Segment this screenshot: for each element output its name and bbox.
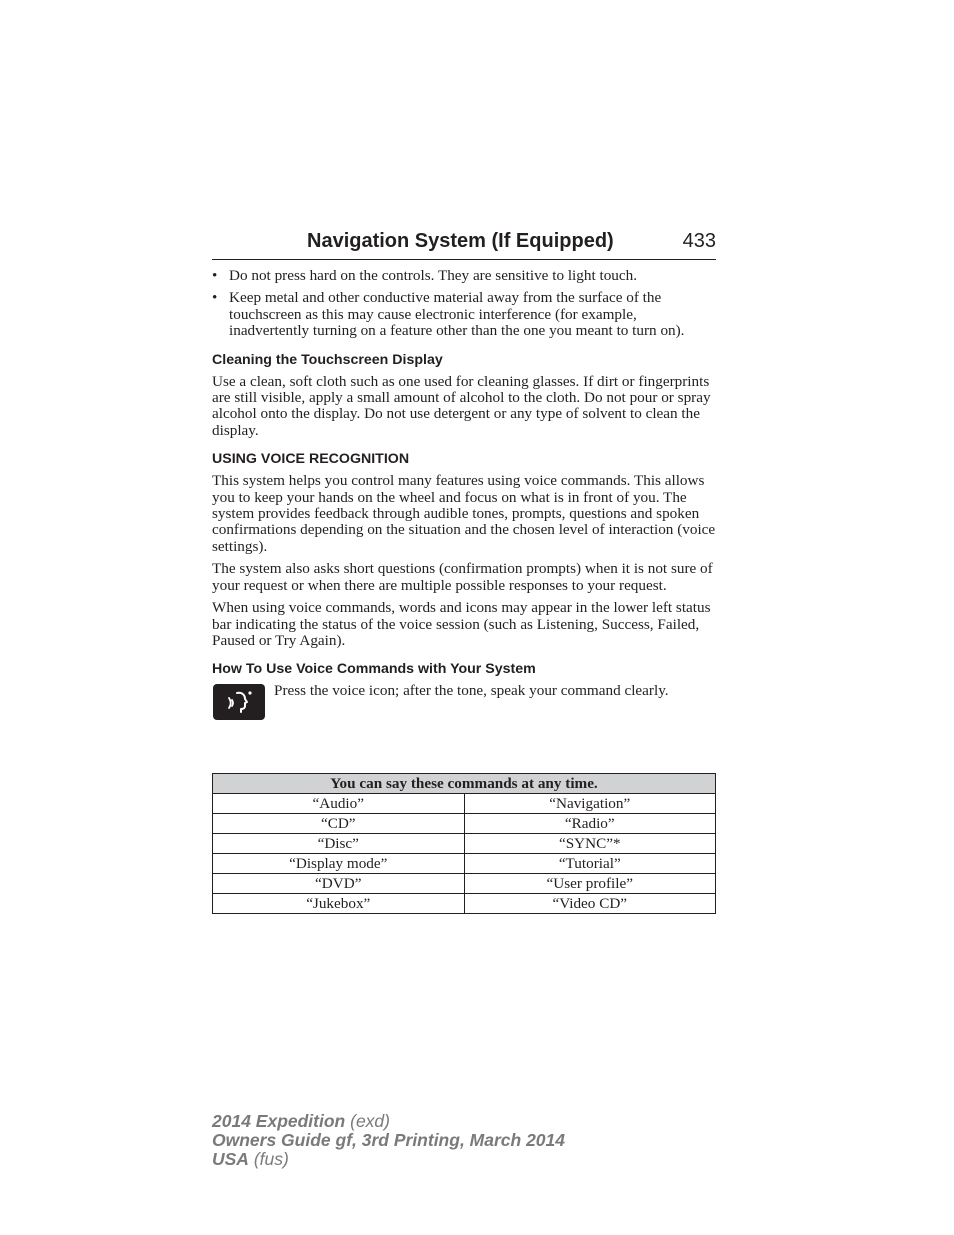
voice-instruction	[212, 683, 716, 721]
table-header: You can say these commands at any time.	[213, 774, 716, 794]
command-cell: “SYNC”*	[464, 834, 716, 854]
table-row	[213, 814, 716, 834]
command-cell: “Disc”	[213, 834, 465, 854]
command-cell: “User profile”	[464, 874, 716, 894]
voice-recognition-heading: USING VOICE RECOGNITION	[212, 451, 410, 468]
table-row	[213, 874, 716, 894]
command-cell: “Navigation”	[464, 794, 716, 814]
page-number: 433	[682, 230, 716, 252]
command-cell: “Radio”	[464, 814, 716, 834]
commands-table	[212, 773, 716, 914]
command-cell: “Video CD”	[464, 894, 716, 914]
table-row	[213, 834, 716, 854]
table-row	[213, 854, 716, 874]
page-title: Navigation System (If Equipped)	[307, 230, 614, 252]
page-content	[212, 268, 716, 721]
footer-model: 2014 Expedition	[212, 1111, 346, 1131]
table-header-row	[213, 774, 716, 794]
command-cell: “Display mode”	[213, 854, 465, 874]
command-cell: “Audio”	[213, 794, 465, 814]
footer-guide: Owners Guide gf, 3rd Printing, March 2014	[212, 1130, 565, 1151]
bullet-list	[212, 268, 716, 340]
footer-region: USA	[212, 1149, 249, 1170]
voice-paragraph: When using voice commands, words and icons may appear in the lower left status bar indicating the status of the voice session (such as Listening, Success, Failed, Paused or Try Again).	[212, 599, 711, 649]
voice-paragraph: This system helps you control many features using voice commands. This allows you to keep your hands on the wheel and focus on what is in front of you. The system provides feedback through audible tones, prompts, questions and spoken confirmations depending on the situation and the chosen level of interaction (voice settings).	[212, 472, 716, 555]
cleaning-paragraph: Use a clean, soft cloth such as one used for cleaning glasses. If dirt or fingerprints are still visible, apply a small amount of alcohol to the cloth. Do not pour or spray alcohol onto the display. Do not use detergent or any type of solvent to clean the display.	[212, 372, 711, 439]
table-row	[213, 894, 716, 914]
how-to-heading: How To Use Voice Commands with Your System	[212, 661, 536, 678]
footer-region-line	[212, 1150, 565, 1169]
bullet-item: • Do not press hard on the controls. They are sensitive to light touch.	[212, 268, 716, 284]
voice-instruction-text: Press the voice icon; after the tone, speak your command clearly.	[274, 682, 669, 700]
footer-model-code: (exd)	[350, 1111, 390, 1131]
voice-command-icon	[213, 684, 265, 720]
voice-paragraph: The system also asks short questions (confirmation prompts) when it is not sure of your request or when there are multiple possible responses to your request.	[212, 560, 713, 594]
command-cell: “DVD”	[213, 874, 465, 894]
footer-region-code: (fus)	[253, 1149, 289, 1170]
page-footer	[212, 1112, 565, 1170]
page-header	[212, 229, 716, 260]
command-cell: “Tutorial”	[464, 854, 716, 874]
footer-model-line	[212, 1112, 565, 1131]
command-cell: “Jukebox”	[213, 894, 465, 914]
footer-guide-line	[212, 1131, 565, 1150]
table-row	[213, 794, 716, 814]
bullet-item: • Keep metal and other conductive material away from the surface of the touchscreen as this may cause electronic interference (for example, inadvertently turning on a feature other than the one you meant to turn on).	[212, 290, 716, 339]
command-cell: “CD”	[213, 814, 465, 834]
cleaning-heading: Cleaning the Touchscreen Display	[212, 351, 443, 368]
